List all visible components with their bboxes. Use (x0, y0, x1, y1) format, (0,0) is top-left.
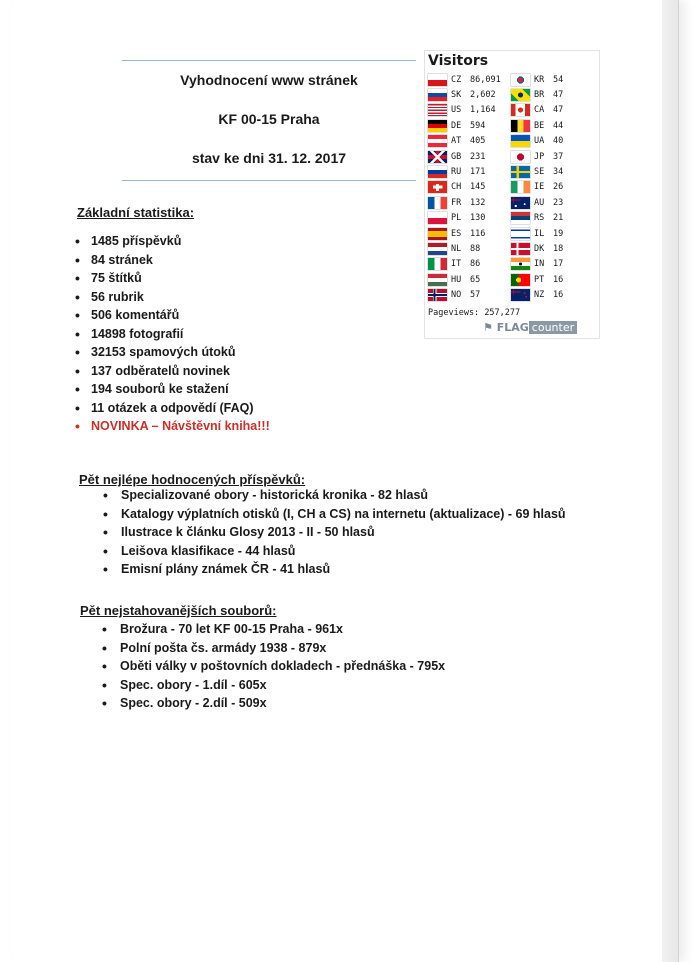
country-code: BE (534, 120, 545, 131)
rs-flag-icon (511, 212, 530, 224)
pageviews (428, 308, 520, 318)
list-item: • Oběti války v poštovních dokladech - přednáška - 795x (102, 657, 445, 676)
visitor-count: 44 (553, 120, 564, 131)
basic-stats-title: Základní statistika: (77, 205, 195, 220)
flag-counter-row (511, 226, 563, 241)
nl-flag-icon (428, 243, 447, 255)
list-item: • 84 stránek (75, 251, 270, 270)
top-downloads-title: Pět nejstahovanějších souborů: (80, 603, 277, 618)
ch-flag-icon (428, 181, 447, 193)
country-code: BR (534, 90, 545, 101)
top-rated-list (103, 486, 566, 579)
country-code: ES (451, 228, 462, 239)
gb-flag-icon (428, 151, 447, 163)
visitor-count: 65 (470, 274, 481, 285)
visitor-count: 1,164 (470, 105, 496, 116)
flag-counter-row (511, 164, 563, 179)
country-code: HU (451, 274, 462, 285)
pageviews-count: 257,277 (484, 308, 521, 318)
visitor-count: 86 (470, 259, 481, 270)
flag-counter-right-column (511, 72, 563, 303)
country-code: SK (451, 90, 462, 101)
fr-flag-icon (428, 197, 447, 209)
flag-counter-row (511, 272, 563, 287)
country-code: CA (534, 105, 545, 116)
flag-counter-row (428, 149, 501, 164)
list-item: • Leišova klasifikace - 44 hlasů (103, 542, 566, 561)
se-flag-icon (511, 166, 530, 178)
flag-counter-row (428, 272, 501, 287)
flag-counter-row (428, 72, 501, 87)
country-code: AU (534, 197, 545, 208)
country-code: IT (451, 259, 462, 270)
sk-flag-icon (428, 89, 447, 101)
country-code: JP (534, 151, 545, 162)
flag-counter-row (428, 87, 501, 102)
country-code: KR (534, 74, 545, 85)
visitor-count: 405 (470, 136, 486, 147)
es-flag-icon (428, 228, 447, 240)
country-code: NL (451, 243, 462, 254)
flag-counter-logo-icon: ⚑ (483, 321, 493, 334)
top-rated-title: Pět nejlépe hodnocených příspěvků: (79, 472, 306, 487)
visitor-count: 18 (553, 243, 564, 254)
list-item: • Emisní plány známek ČR - 41 hlasů (103, 560, 566, 579)
flag-counter-row (428, 226, 501, 241)
visitor-count: 171 (470, 167, 486, 178)
visitor-count: 21 (553, 213, 564, 224)
top-downloads-list (102, 620, 445, 713)
list-item: • Spec. obory - 1.díl - 605x (102, 676, 445, 695)
country-code: DE (451, 120, 462, 131)
flag-counter-row (511, 87, 563, 102)
visitor-count: 88 (470, 243, 481, 254)
flag-counter-row (511, 149, 563, 164)
list-item: • Polní pošta čs. armády 1938 - 879x (102, 639, 445, 658)
visitor-count: 47 (553, 105, 564, 116)
flag-counter-row (511, 241, 563, 256)
flag-counter-row (428, 103, 501, 118)
cz-flag-icon (428, 74, 447, 86)
flag-counter-widget[interactable] (424, 50, 600, 339)
flag-counter-title: Visitors (428, 53, 489, 69)
flag-counter-row (511, 257, 563, 272)
flag-counter-row (428, 180, 501, 195)
visitor-count: 116 (470, 228, 486, 239)
kr-flag-icon (511, 74, 530, 86)
list-item: • 14898 fotografií (75, 325, 270, 344)
flag-counter-row (428, 164, 501, 179)
country-code: FR (451, 197, 462, 208)
flag-counter-row (511, 118, 563, 133)
visitor-count: 86,091 (470, 74, 501, 85)
flag-counter-row (511, 287, 563, 302)
visitor-count: 23 (553, 197, 564, 208)
pageviews-label: Pageviews: (428, 308, 480, 318)
flag-counter-logo[interactable] (483, 321, 577, 334)
country-code: GB (451, 151, 462, 162)
flag-counter-row (511, 103, 563, 118)
country-code: CZ (451, 74, 462, 85)
list-item: • 506 komentářů (75, 306, 270, 325)
dk-flag-icon (511, 243, 530, 255)
country-code: RU (451, 167, 462, 178)
doc-date: stav ke dni 31. 12. 2017 (191, 150, 347, 166)
visitor-count: 16 (553, 290, 564, 301)
list-item: • 32153 spamových útoků (75, 343, 270, 362)
visitor-count: 19 (553, 228, 564, 239)
visitor-count: 57 (470, 290, 481, 301)
visitor-count: 26 (553, 182, 564, 193)
visitor-count: 47 (553, 90, 564, 101)
visitor-count: 17 (553, 259, 564, 270)
list-item: • 11 otázek a odpovědí (FAQ) (75, 399, 270, 418)
flag-counter-logo-box: counter (529, 321, 577, 334)
country-code: NZ (534, 290, 545, 301)
il-flag-icon (511, 228, 530, 240)
doc-title: Vyhodnocení www stránek (180, 72, 358, 88)
news-guestbook-item: • NOVINKA – Návštěvní kniha!!! (75, 417, 270, 436)
country-code: DK (534, 243, 545, 254)
country-code: US (451, 105, 462, 116)
flag-counter-row (428, 118, 501, 133)
flag-counter-row (428, 134, 501, 149)
visitor-count: 37 (553, 151, 564, 162)
au-flag-icon (511, 197, 530, 209)
no-flag-icon (428, 289, 447, 301)
pt-flag-icon (511, 274, 530, 286)
flag-counter-row (428, 287, 501, 302)
visitor-count: 231 (470, 151, 486, 162)
list-item: • 137 odběratelů novinek (75, 362, 270, 381)
be-flag-icon (511, 120, 530, 132)
ua-flag-icon (511, 135, 530, 147)
list-item: • Spec. obory - 2.díl - 509x (102, 694, 445, 713)
at-flag-icon (428, 135, 447, 147)
jp-flag-icon (511, 151, 530, 163)
list-item: • Katalogy výplatních otisků (I, CH a CS) na internetu (aktualizace) - 69 hlasů (103, 505, 566, 524)
ca-flag-icon (511, 104, 530, 116)
flag-counter-row (428, 195, 501, 210)
visitor-count: 2,602 (470, 90, 496, 101)
header-bottom-rule (122, 180, 416, 181)
flag-counter-row (428, 241, 501, 256)
country-code: IL (534, 228, 545, 239)
country-code: UA (534, 136, 545, 147)
flag-counter-row (511, 72, 563, 87)
visitor-count: 54 (553, 74, 564, 85)
country-code: NO (451, 290, 462, 301)
visitor-count: 34 (553, 167, 564, 178)
list-item: • 194 souborů ke stažení (75, 380, 270, 399)
list-item: • 75 štítků (75, 269, 270, 288)
country-code: CH (451, 182, 462, 193)
br-flag-icon (511, 89, 530, 101)
in-flag-icon (511, 258, 530, 270)
hu-flag-icon (428, 274, 447, 286)
list-item: • Specializované obory - historická kronika - 82 hlasů (103, 486, 566, 505)
ru-flag-icon (428, 166, 447, 178)
scan-edge (662, 0, 678, 962)
visitor-count: 594 (470, 120, 486, 131)
country-code: IE (534, 182, 545, 193)
us-flag-icon (428, 104, 447, 116)
basic-stats-list (75, 232, 270, 436)
ie-flag-icon (511, 181, 530, 193)
country-code: AT (451, 136, 462, 147)
list-item: • Ilustrace k článku Glosy 2013 - II - 50 hlasů (103, 523, 566, 542)
country-code: IN (534, 259, 545, 270)
flag-counter-row (511, 134, 563, 149)
pl-flag-icon (428, 212, 447, 224)
flag-counter-row (511, 180, 563, 195)
visitor-count: 130 (470, 213, 486, 224)
country-code: PT (534, 274, 545, 285)
visitor-count: 16 (553, 274, 564, 285)
it-flag-icon (428, 258, 447, 270)
doc-club-name: KF 00-15 Praha (218, 111, 320, 127)
list-item: • 56 rubrik (75, 288, 270, 307)
visitor-count: 145 (470, 182, 486, 193)
de-flag-icon (428, 120, 447, 132)
header-top-rule (122, 60, 416, 61)
flag-counter-row (428, 211, 501, 226)
flag-counter-row (511, 211, 563, 226)
nz-flag-icon (511, 289, 530, 301)
list-item: • Brožura - 70 let KF 00-15 Praha - 961x (102, 620, 445, 639)
country-code: SE (534, 167, 545, 178)
country-code: PL (451, 213, 462, 224)
flag-counter-row (428, 257, 501, 272)
visitor-count: 132 (470, 197, 486, 208)
flag-counter-logo-word: FLAG (496, 321, 529, 334)
flag-counter-row (511, 195, 563, 210)
list-item: • 1485 příspěvků (75, 232, 270, 251)
country-code: RS (534, 213, 545, 224)
flag-counter-left-column (428, 72, 501, 303)
visitor-count: 40 (553, 136, 564, 147)
